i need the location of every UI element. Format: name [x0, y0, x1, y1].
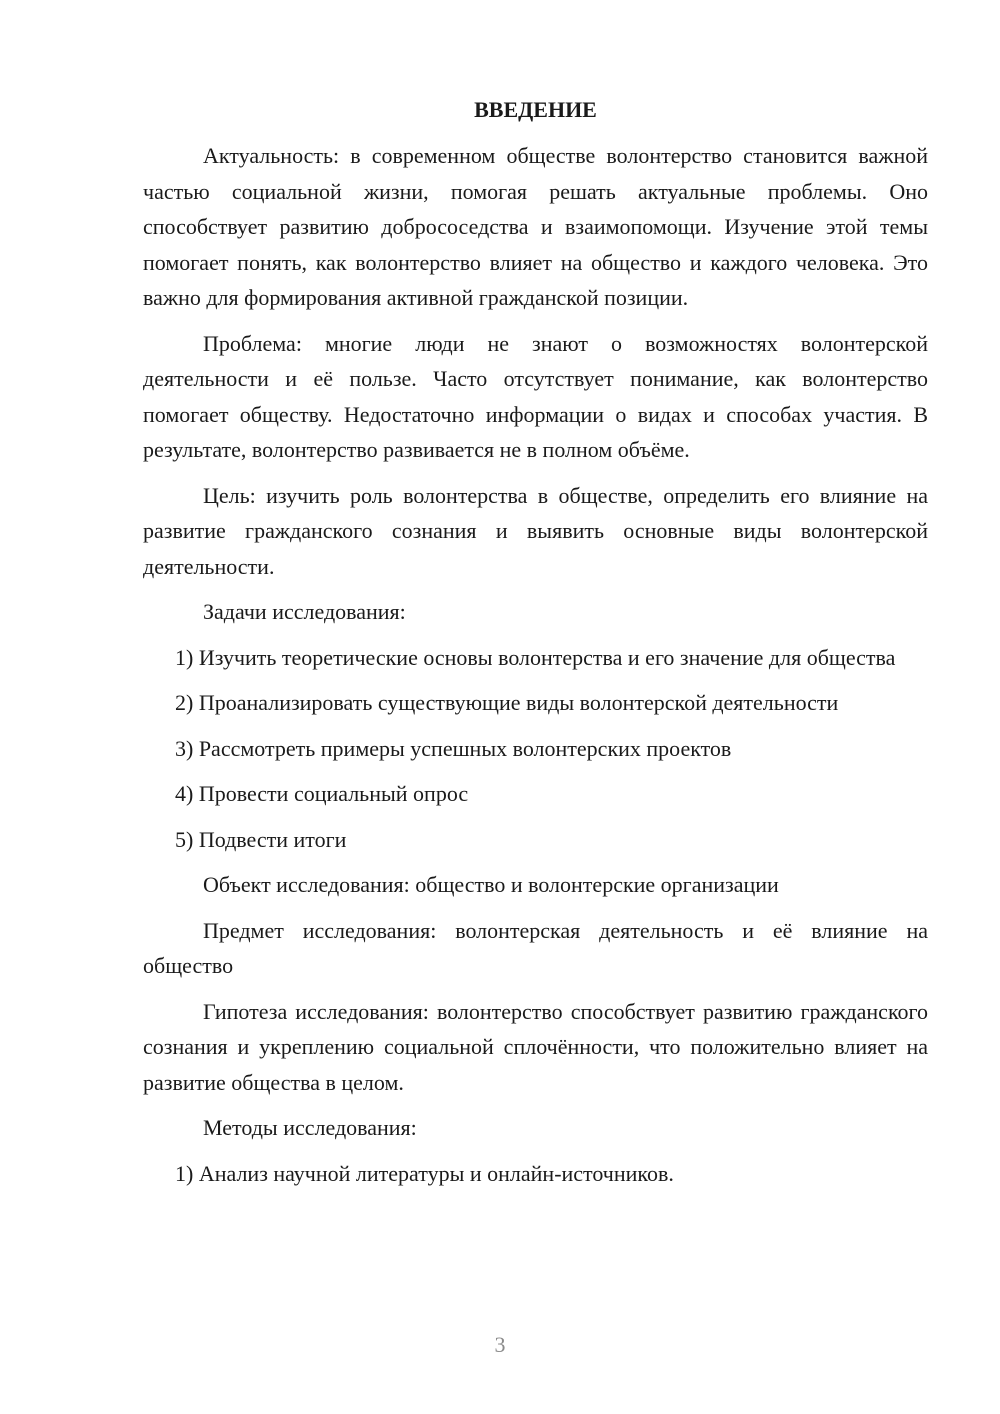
- task-item-1: 1) Изучить теоретические основы волонтерства и его значение для общества: [175, 644, 896, 670]
- paragraph-methods-heading: Методы исследования:: [203, 1115, 417, 1140]
- paragraph-hypothesis: Гипотеза исследования: волонтерство способствует развитию гражданского сознания и укреплению социальной сплочённости, что положительно влияет на развитие общества в целом.: [143, 998, 928, 1095]
- task-item-4: 4) Провести социальный опрос: [175, 781, 469, 806]
- paragraph-relevance: Актуальность: в современном обществе волонтерство становится важной частью социальной жизни, помогая решать актуальные проблемы. Оно способствует развитию добрососедства и взаимопомощи. Изучение этой темы помогает понять, как волонтерство влияет на общество и каждого человека. Это важно для формирования активной гражданской позиции.: [143, 143, 928, 310]
- method-item-1: 1) Анализ научной литературы и онлайн-источников.: [175, 1160, 674, 1186]
- task-item-3: 3) Рассмотреть примеры успешных волонтерских проектов: [175, 735, 732, 761]
- paragraph-tasks-heading: Задачи исследования:: [203, 599, 406, 624]
- page-number: 3: [494, 1332, 506, 1357]
- task-item-5: 5) Подвести итоги: [175, 826, 347, 852]
- page-title: ВВЕДЕНИЕ: [474, 97, 597, 122]
- task-item-2: 2) Проанализировать существующие виды волонтерской деятельности: [175, 690, 839, 715]
- paragraph-goal: Цель: изучить роль волонтерства в обществе, определить его влияние на развитие гражданского сознания и выявить основные виды волонтерской деятельности.: [143, 482, 928, 579]
- paragraph-problem: Проблема: многие люди не знают о возможностях волонтерской деятельности и её пользе. Часто отсутствует понимание, как волонтерство помогает обществу. Недостаточно информации о видах и способах участия. В результате, волонтерство развивается не в полном объёме.: [143, 330, 928, 462]
- paragraph-subject: Предмет исследования: волонтерская деятельность и её влияние на общество: [143, 917, 928, 978]
- paragraph-object: Объект исследования: общество и волонтерские организации: [203, 872, 779, 897]
